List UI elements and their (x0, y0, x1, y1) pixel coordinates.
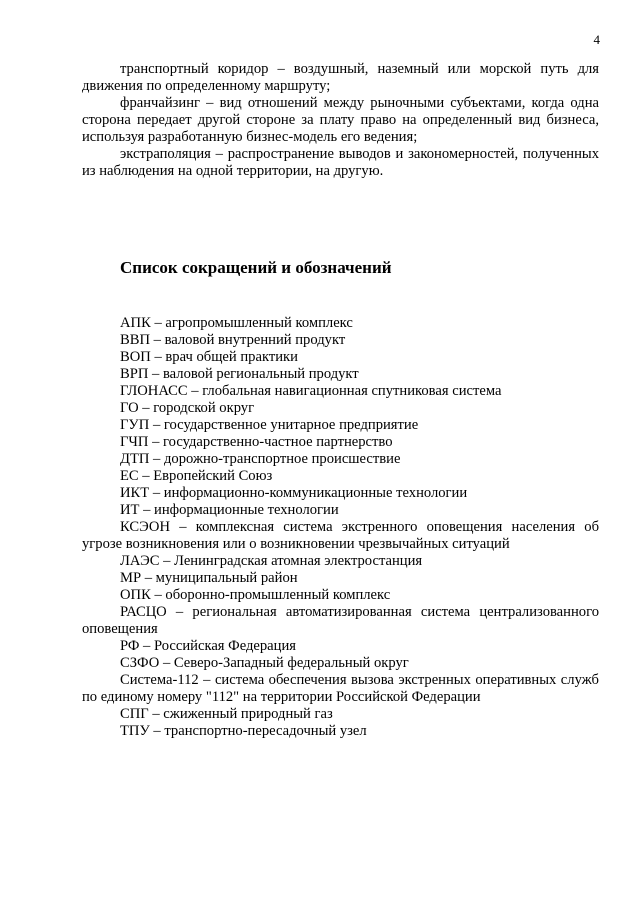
definitions-list (82, 61, 599, 180)
abbreviation-item: ВРП – валовой региональный продукт (120, 366, 359, 382)
abbreviation-item: Система-112 – система обеспечения вызова экстренных оперативных служб по единому номеру "112" на территории Российской Федерации (82, 672, 599, 705)
abbreviation-item: ГЛОНАСС – глобальная навигационная спутниковая система (120, 383, 502, 399)
abbreviation-item: СЗФО – Северо-Западный федеральный округ (120, 655, 409, 671)
abbreviation-item: ОПК – оборонно-промышленный комплекс (120, 587, 391, 603)
abbreviation-item: ДТП – дорожно-транспортное происшествие (120, 451, 401, 467)
abbreviation-item: МР – муниципальный район (120, 570, 298, 586)
abbreviation-item: ВОП – врач общей практики (120, 349, 298, 365)
abbreviation-item: ЕС – Европейский Союз (120, 468, 273, 484)
abbreviation-item: ВВП – валовой внутренний продукт (120, 332, 346, 348)
definition-paragraph: экстраполяция – распространение выводов и закономерностей, полученных из наблюдения на одной территории, на другую. (82, 146, 599, 179)
abbreviation-item: ТПУ – транспортно-пересадочный узел (120, 723, 367, 739)
abbreviation-item: РФ – Российская Федерация (120, 638, 296, 654)
definition-paragraph: транспортный коридор – воздушный, наземный или морской путь для движения по определенному маршруту; (82, 61, 599, 94)
section-title: Список сокращений и обозначений (120, 258, 392, 277)
abbreviation-item: ГО – городской округ (120, 400, 255, 416)
abbreviation-item: РАСЦО – региональная автоматизированная система централизованного оповещения (82, 604, 599, 637)
abbreviations-list (82, 315, 599, 740)
abbreviation-item: ГЧП – государственно-частное партнерство (120, 434, 393, 450)
abbreviation-item: ЛАЭС – Ленинградская атомная электростанция (120, 553, 423, 569)
definition-paragraph: франчайзинг – вид отношений между рыночными субъектами, когда одна сторона передает другой стороне за плату право на определенный вид бизнеса, используя разработанную бизнес-модель его ведения; (82, 95, 599, 145)
abbreviation-item: ИТ – информационные технологии (120, 502, 339, 518)
abbreviation-item: СПГ – сжиженный природный газ (120, 706, 333, 722)
page-number: 4 (593, 32, 600, 47)
page-content (82, 61, 599, 740)
abbreviation-item: АПК – агропромышленный комплекс (120, 315, 353, 331)
abbreviation-item: ИКТ – информационно-коммуникационные технологии (120, 485, 468, 501)
abbreviation-item: ГУП – государственное унитарное предприятие (120, 417, 419, 433)
abbreviation-item: КСЭОН – комплексная система экстренного оповещения населения об угрозе возникновения или о возникновении чрезвычайных ситуаций (82, 519, 599, 552)
